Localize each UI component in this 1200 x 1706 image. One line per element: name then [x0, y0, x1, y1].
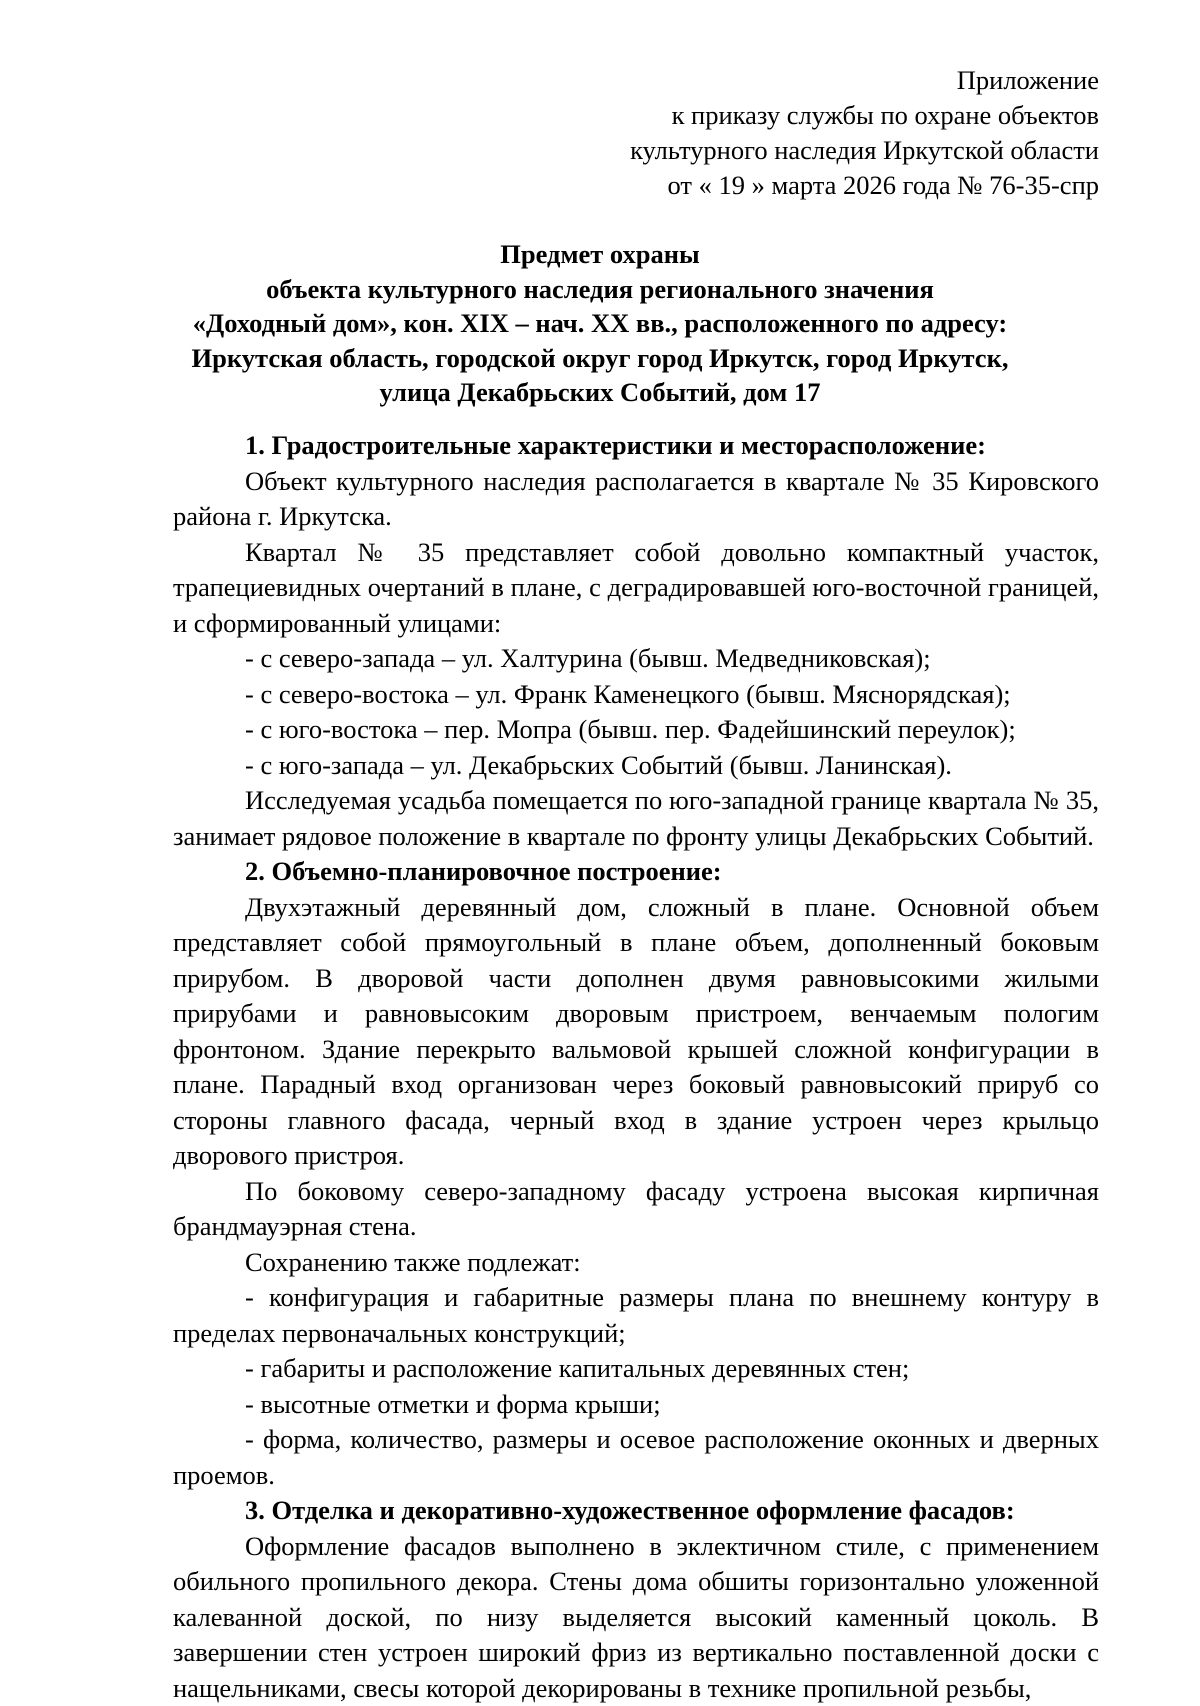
section-heading: 2. Объемно-планировочное построение:	[173, 854, 1099, 890]
section-heading: 3. Отделка и декоративно-художественное оформление фасадов:	[173, 1493, 1099, 1529]
paragraph: Сохранению также подлежат:	[173, 1245, 1099, 1281]
appendix-block	[630, 63, 1099, 203]
list-item: - с юго-востока – пер. Мопра (бывш. пер. Фадейшинский переулок);	[173, 712, 1099, 748]
document-body	[173, 428, 1099, 1706]
title-line: Предмет охраны	[0, 237, 1200, 272]
paragraph: По боковому северо-западному фасаду устроена высокая кирпичная брандмауэрная стена.	[173, 1174, 1099, 1245]
section-heading: 1. Градостроительные характеристики и месторасположение:	[173, 428, 1099, 464]
appendix-line: культурного наследия Иркутской области	[630, 133, 1099, 168]
title-line: объекта культурного наследия регионального значения	[0, 272, 1200, 307]
list-item: - конфигурация и габаритные размеры плана по внешнему контуру в пределах первоначальных конструкций;	[173, 1280, 1099, 1351]
list-item: - габариты и расположение капитальных деревянных стен;	[173, 1351, 1099, 1387]
appendix-line: к приказу службы по охране объектов	[630, 98, 1099, 133]
appendix-line: от « 19 » марта 2026 года № 76-35-спр	[630, 168, 1099, 203]
list-item: - с северо-востока – ул. Франк Каменецкого (бывш. Мяснорядская);	[173, 677, 1099, 713]
appendix-line: Приложение	[630, 63, 1099, 98]
paragraph: Двухэтажный деревянный дом, сложный в плане. Основной объем представляет собой прямоугольный в плане объем, дополненный боковым прирубом. В дворовой части дополнен двумя равновысокими жилыми прирубами и равновысоким дворовым пристроем, венчаемым пологим фронтоном. Здание перекрыто вальмовой крышей сложной конфигурации в плане. Парадный вход организован через боковый равновысокий прируб со стороны главного фасада, черный вход в здание устроен через крыльцо дворового пристроя.	[173, 890, 1099, 1174]
paragraph: Квартал № 35 представляет собой довольно компактный участок, трапециевидных очертаний в плане, с деградировавшей юго-восточной границей, и сформированный улицами:	[173, 535, 1099, 642]
list-item: - высотные отметки и форма крыши;	[173, 1387, 1099, 1423]
title-line: улица Декабрьских Событий, дом 17	[0, 375, 1200, 410]
list-item: - форма, количество, размеры и осевое расположение оконных и дверных проемов.	[173, 1422, 1099, 1493]
document-title	[0, 237, 1200, 410]
list-item: - с северо-запада – ул. Халтурина (бывш. Медведниковская);	[173, 641, 1099, 677]
title-line: «Доходный дом», кон. XIX – нач. XX вв., расположенного по адресу:	[0, 306, 1200, 341]
title-line: Иркутская область, городской округ город Иркутск, город Иркутск,	[0, 341, 1200, 376]
list-item: - с юго-запада – ул. Декабрьских Событий (бывш. Ланинская).	[173, 748, 1099, 784]
paragraph: Исследуемая усадьба помещается по юго-западной границе квартала № 35, занимает рядовое положение в квартале по фронту улицы Декабрьских Событий.	[173, 783, 1099, 854]
paragraph: Оформление фасадов выполнено в эклектичном стиле, с применением обильного пропильного декора. Стены дома обшиты горизонтально уложенной калеванной доской, по низу выделяется высокий каменный цоколь. В завершении стен устроен широкий фриз из вертикально поставленной доски с нащельниками, свесы которой декорированы в технике пропильной резьбы,	[173, 1529, 1099, 1706]
paragraph: Объект культурного наследия располагается в квартале № 35 Кировского района г. Иркутска.	[173, 464, 1099, 535]
